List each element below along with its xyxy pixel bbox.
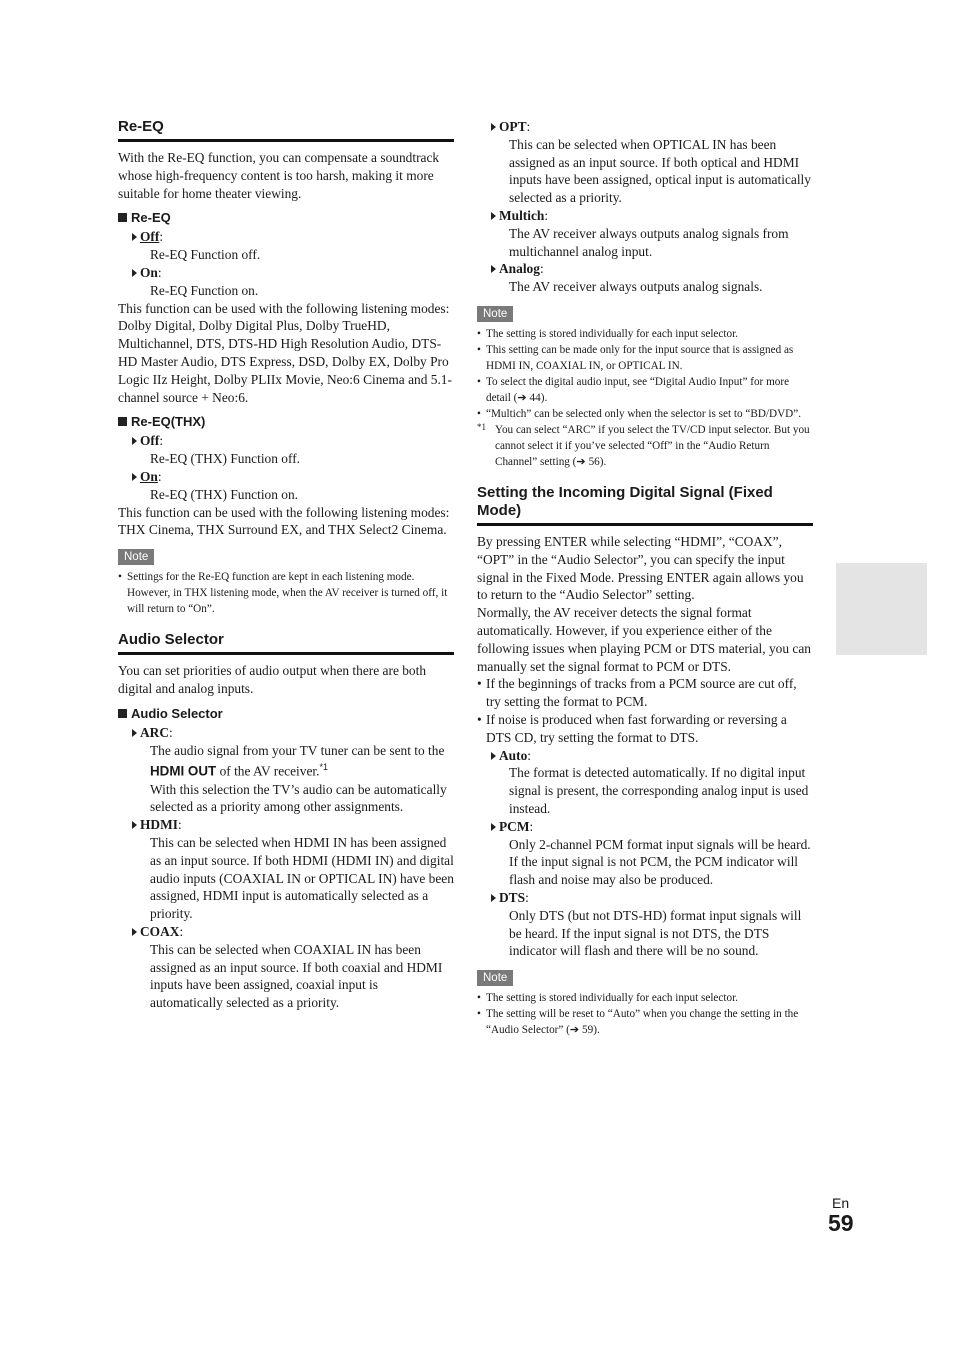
audio-selector-notes <box>477 326 813 422</box>
option-multich: Multich: <box>491 207 813 225</box>
reeq-subheading: Re-EQ <box>118 209 454 226</box>
reeq-option-on: On: <box>132 264 454 282</box>
option-arc-desc: The audio signal from your TV tuner can be sent to the HDMI OUT of the AV receiver.$^{*1}$ With this selection the TV’s audio can be automatically selected as a priority among other assignments. <box>150 742 447 815</box>
right-column <box>477 118 813 1038</box>
footnote: *1 You can select “ARC” if you select the TV/CD input selector. But you cannot select it if you’ve selected “Off” in the “Audio Return Channel” setting (➔ 56). <box>477 421 810 468</box>
note-item: • The setting is stored individually for each input selector. <box>477 990 813 1006</box>
reeq-thx-option-on-desc: Re-EQ (THX) Function on. <box>150 486 299 502</box>
fixed-mode-para: Normally, the AV receiver detects the signal format automatically. However, if you experience either of the following issues when playing PCM or DTS material, you can manually set the signal format to PCM or DTS. <box>477 605 811 674</box>
option-opt: OPT: <box>491 118 813 136</box>
fixed-mode-heading: Setting the Incoming Digital Signal (Fixed Mode) <box>477 484 813 526</box>
triangle-right-icon <box>132 821 137 829</box>
option-coax: COAX: <box>132 923 454 941</box>
triangle-right-icon <box>132 233 137 241</box>
option-auto-desc: The format is detected automatically. If no digital input signal is present, the corresponding analog input is used instead. <box>509 765 809 816</box>
note-item: • This setting can be made only for the input source that is assigned as HDMI IN, COAXIAL IN, or OPTICAL IN. <box>477 342 813 374</box>
option-dts: DTS: <box>491 889 813 907</box>
square-bullet-icon <box>118 709 127 718</box>
fixed-mode-intro: By pressing ENTER while selecting “HDMI”, “COAX”, “OPT” in the “Audio Selector”, you can specify the input signal in the Fixed Mode. Pressing ENTER again allows you to return to the “Audio Selector” setting. <box>477 533 804 603</box>
triangle-right-icon <box>132 729 137 737</box>
triangle-right-icon <box>491 123 496 131</box>
reeq-intro: With the Re-EQ function, you can compensate a soundtrack whose high-frequency content is too harsh, making it more suitable for home theater viewing. <box>118 150 440 201</box>
list-item: • If noise is produced when fast forwarding or reversing a DTS CD, try setting the format to DTS. <box>477 711 813 747</box>
option-analog: Analog: <box>491 260 813 278</box>
triangle-right-icon <box>132 437 137 445</box>
triangle-right-icon <box>132 269 137 277</box>
triangle-right-icon <box>491 823 496 831</box>
fixed-mode-notes <box>477 990 813 1038</box>
reeq-heading: Re-EQ <box>118 118 454 142</box>
square-bullet-icon <box>118 417 127 426</box>
note-badge: Note <box>118 549 154 565</box>
page-number: 59 <box>828 1210 854 1236</box>
triangle-right-icon <box>491 212 496 220</box>
audio-selector-subheading: Audio Selector <box>118 705 454 722</box>
audio-selector-intro: You can set priorities of audio output when there are both digital and analog inputs. <box>118 663 427 696</box>
note-item: • Settings for the Re-EQ function are kept in each listening mode. However, in THX listening mode, when the AV receiver is turned off, it will return to “On”. <box>118 569 454 617</box>
reeq-thx-option-off-desc: Re-EQ (THX) Function off. <box>150 451 300 467</box>
left-column <box>118 118 454 1012</box>
square-bullet-icon <box>118 213 127 222</box>
option-dts-desc: Only DTS (but not DTS-HD) format input signals will be heard. If the input signal is not DTS, the DTS indicator will flash and there will be no sound. <box>509 907 802 959</box>
option-pcm: PCM: <box>491 818 813 836</box>
note-item: • The setting will be reset to “Auto” when you change the setting in the “Audio Selector” (➔ 59). <box>477 1006 813 1038</box>
reeq-thx-modes: This function can be used with the following listening modes: THX Cinema, THX Surround EX, and THX Select2 Cinema. <box>118 504 450 538</box>
option-analog-desc: The AV receiver always outputs analog signals. <box>509 279 763 295</box>
triangle-right-icon <box>132 928 137 936</box>
triangle-right-icon <box>132 473 137 481</box>
option-hdmi: HDMI: <box>132 816 454 834</box>
list-item: • If the beginnings of tracks from a PCM source are cut off, try setting the format to PCM. <box>477 675 813 711</box>
reeq-modes: This function can be used with the following listening modes: Dolby Digital, Dolby Digital Plus, Dolby TrueHD, Multichannel, DTS, DTS-HD High Resolution Audio, DTS-HD Master Audio, DTS Express, DSD, Dolby EX, Dolby Pro Logic IIz Height, Dolby PLIIx Movie, Neo:6 Cinema and 5.1-channel source + Neo:6. <box>118 300 452 405</box>
triangle-right-icon <box>491 894 496 902</box>
note-item: • The setting is stored individually for each input selector. <box>477 326 813 342</box>
note-badge: Note <box>477 306 513 322</box>
option-arc: ARC: <box>132 724 454 742</box>
reeq-notes <box>118 569 454 617</box>
option-auto: Auto: <box>491 747 813 765</box>
option-multich-desc: The AV receiver always outputs analog signals from multichannel analog input. <box>509 225 789 259</box>
audio-selector-heading: Audio Selector <box>118 631 454 655</box>
reeq-option-off-desc: Re-EQ Function off. <box>150 247 261 263</box>
reeq-option-off: Off: <box>132 228 454 246</box>
note-badge: Note <box>477 970 513 986</box>
note-item: • “Multich” can be selected only when the selector is set to “BD/DVD”. <box>477 406 813 422</box>
reeq-thx-option-on: On: <box>132 468 454 486</box>
option-pcm-desc: Only 2-channel PCM format input signals will be heard. If the input signal is not PCM, the PCM indicator will flash and noise may also be produced. <box>509 836 811 888</box>
reeq-thx-option-off: Off: <box>132 432 454 450</box>
reeq-thx-subheading: Re-EQ(THX) <box>118 413 454 430</box>
section-side-tab <box>836 563 927 655</box>
triangle-right-icon <box>491 752 496 760</box>
triangle-right-icon <box>491 265 496 273</box>
option-opt-desc: This can be selected when OPTICAL IN has been assigned as an input source. If both optical and HDMI inputs have been assigned, optical input is automatically selected as a priority. <box>509 136 811 206</box>
page-language: En <box>832 1195 850 1211</box>
reeq-option-on-desc: Re-EQ Function on. <box>150 282 259 298</box>
option-hdmi-desc: This can be selected when HDMI IN has been assigned as an input source. If both HDMI (HDMI IN) and digital audio inputs (COAXIAL IN or OPTICAL IN) have been assigned, HDMI input is automatically selected as a priority. <box>150 834 454 922</box>
note-item: • To select the digital audio input, see “Digital Audio Input” for more detail (➔ 44). <box>477 374 813 406</box>
option-coax-desc: This can be selected when COAXIAL IN has been assigned as an input source. If both coaxial and HDMI inputs have been assigned, coaxial input is automatically selected as a priority. <box>150 941 443 1011</box>
